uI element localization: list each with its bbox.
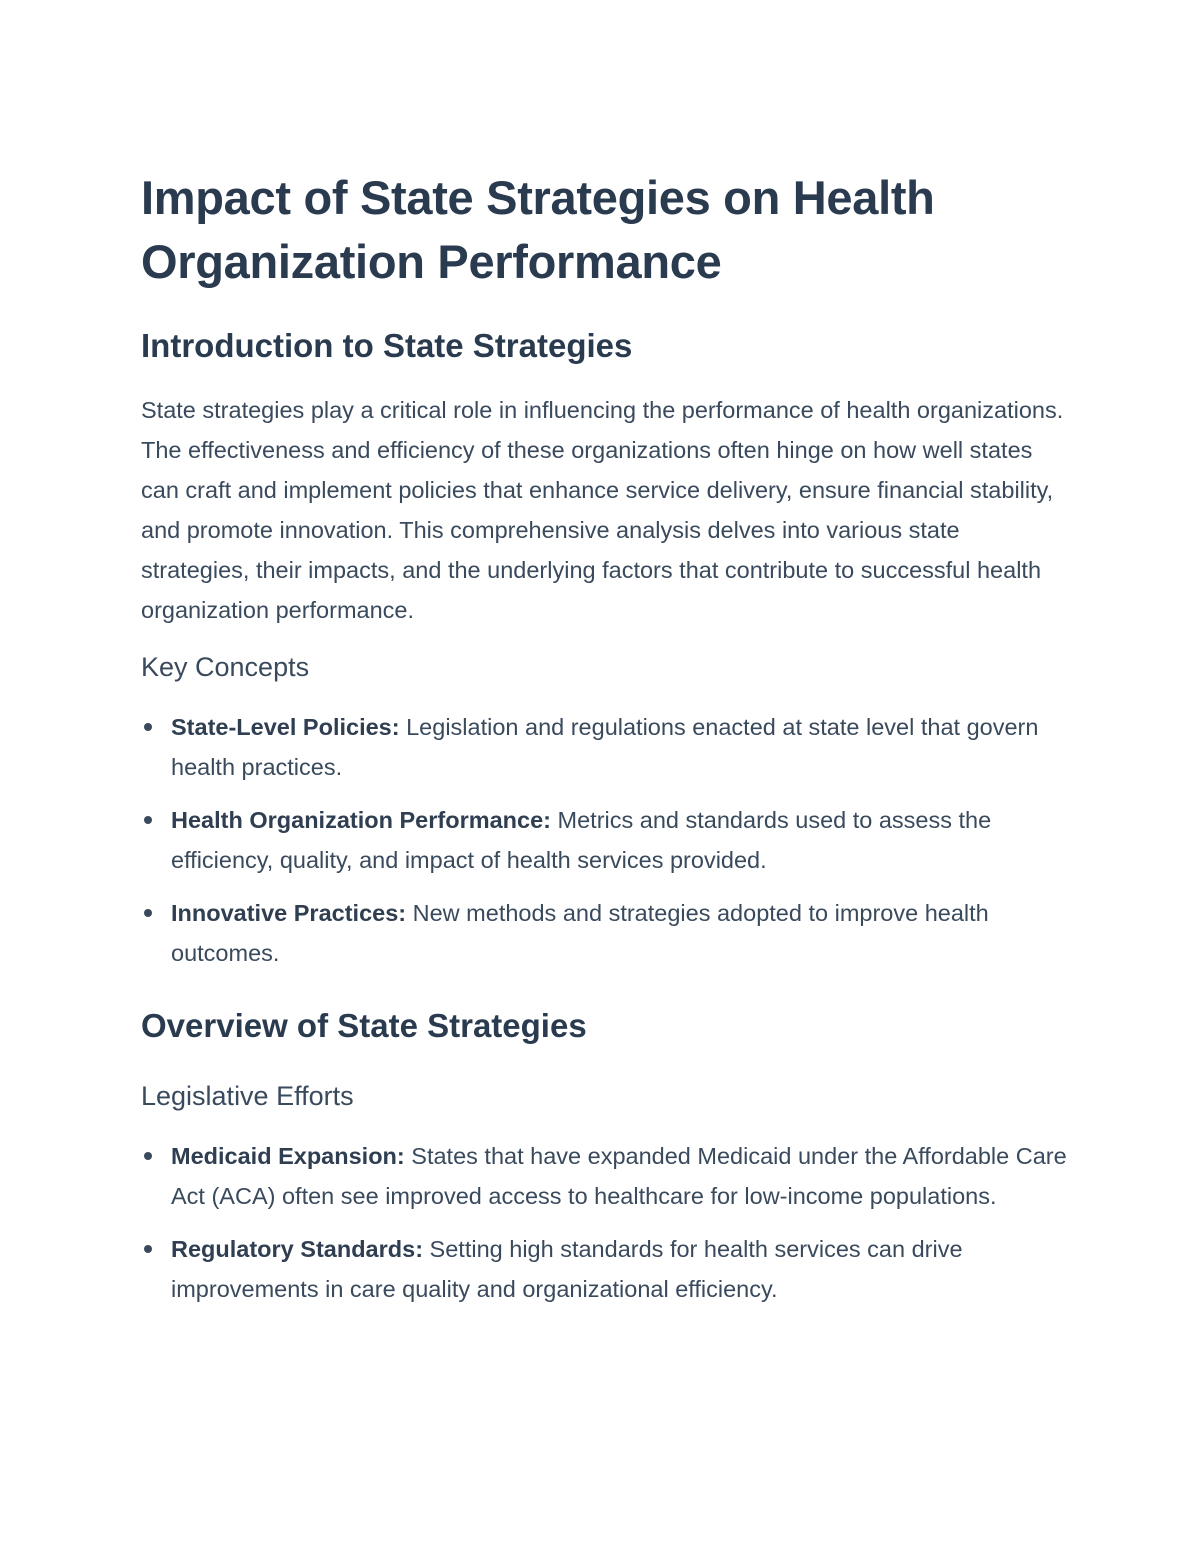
- bullet-icon: [144, 1152, 152, 1160]
- list-item: [141, 800, 1071, 880]
- list-item-text: States that have expanded Medicaid under the Affordable Care Act (ACA) often see improved access to healthcare for low-income populations.: [171, 1143, 1067, 1209]
- subheading-legislative-efforts: Legislative Efforts: [141, 1081, 354, 1111]
- section-heading-overview: Overview of State Strategies: [141, 1007, 587, 1044]
- subheading-key-concepts: Key Concepts: [141, 652, 310, 682]
- list-item-text: Setting high standards for health services can drive improvements in care quality and organizational efficiency.: [171, 1236, 963, 1302]
- bullet-icon: [144, 909, 152, 917]
- list-item-term: Regulatory Standards:: [171, 1236, 424, 1262]
- list-item-term: Health Organization Performance:: [171, 807, 551, 833]
- document-title: Impact of State Strategies on Health Organization Performance: [141, 171, 935, 288]
- list-item-term: Innovative Practices:: [171, 900, 407, 926]
- list-item: [141, 1229, 1071, 1309]
- list-item-text: Metrics and standards used to assess the efficiency, quality, and impact of health services provided.: [171, 807, 992, 873]
- bullet-icon: [144, 816, 152, 824]
- list-item-term: State-Level Policies:: [171, 714, 400, 740]
- legislative-efforts-list: [141, 1136, 1071, 1309]
- bullet-icon: [144, 723, 152, 731]
- list-item: [141, 893, 1071, 973]
- bullet-icon: [144, 1245, 152, 1253]
- list-item: [141, 1136, 1071, 1216]
- list-item-text: Legislation and regulations enacted at state level that govern health practices.: [171, 714, 1039, 780]
- introduction-paragraph: State strategies play a critical role in influencing the performance of health organizations. The effectiveness and efficiency of these organizations often hinge on how well states can craft and implement policies that enhance service delivery, ensure financial stability, and promote innovation. This comprehensive analysis delves into various state strategies, their impacts, and the underlying factors that contribute to successful health organization performance.: [141, 397, 1064, 623]
- list-item-text: New methods and strategies adopted to improve health outcomes.: [171, 900, 989, 966]
- list-item: [141, 707, 1071, 787]
- list-item-term: Medicaid Expansion:: [171, 1143, 405, 1169]
- section-heading-introduction: Introduction to State Strategies: [141, 327, 633, 364]
- document-page: [141, 166, 1071, 1309]
- key-concepts-list: [141, 707, 1071, 973]
